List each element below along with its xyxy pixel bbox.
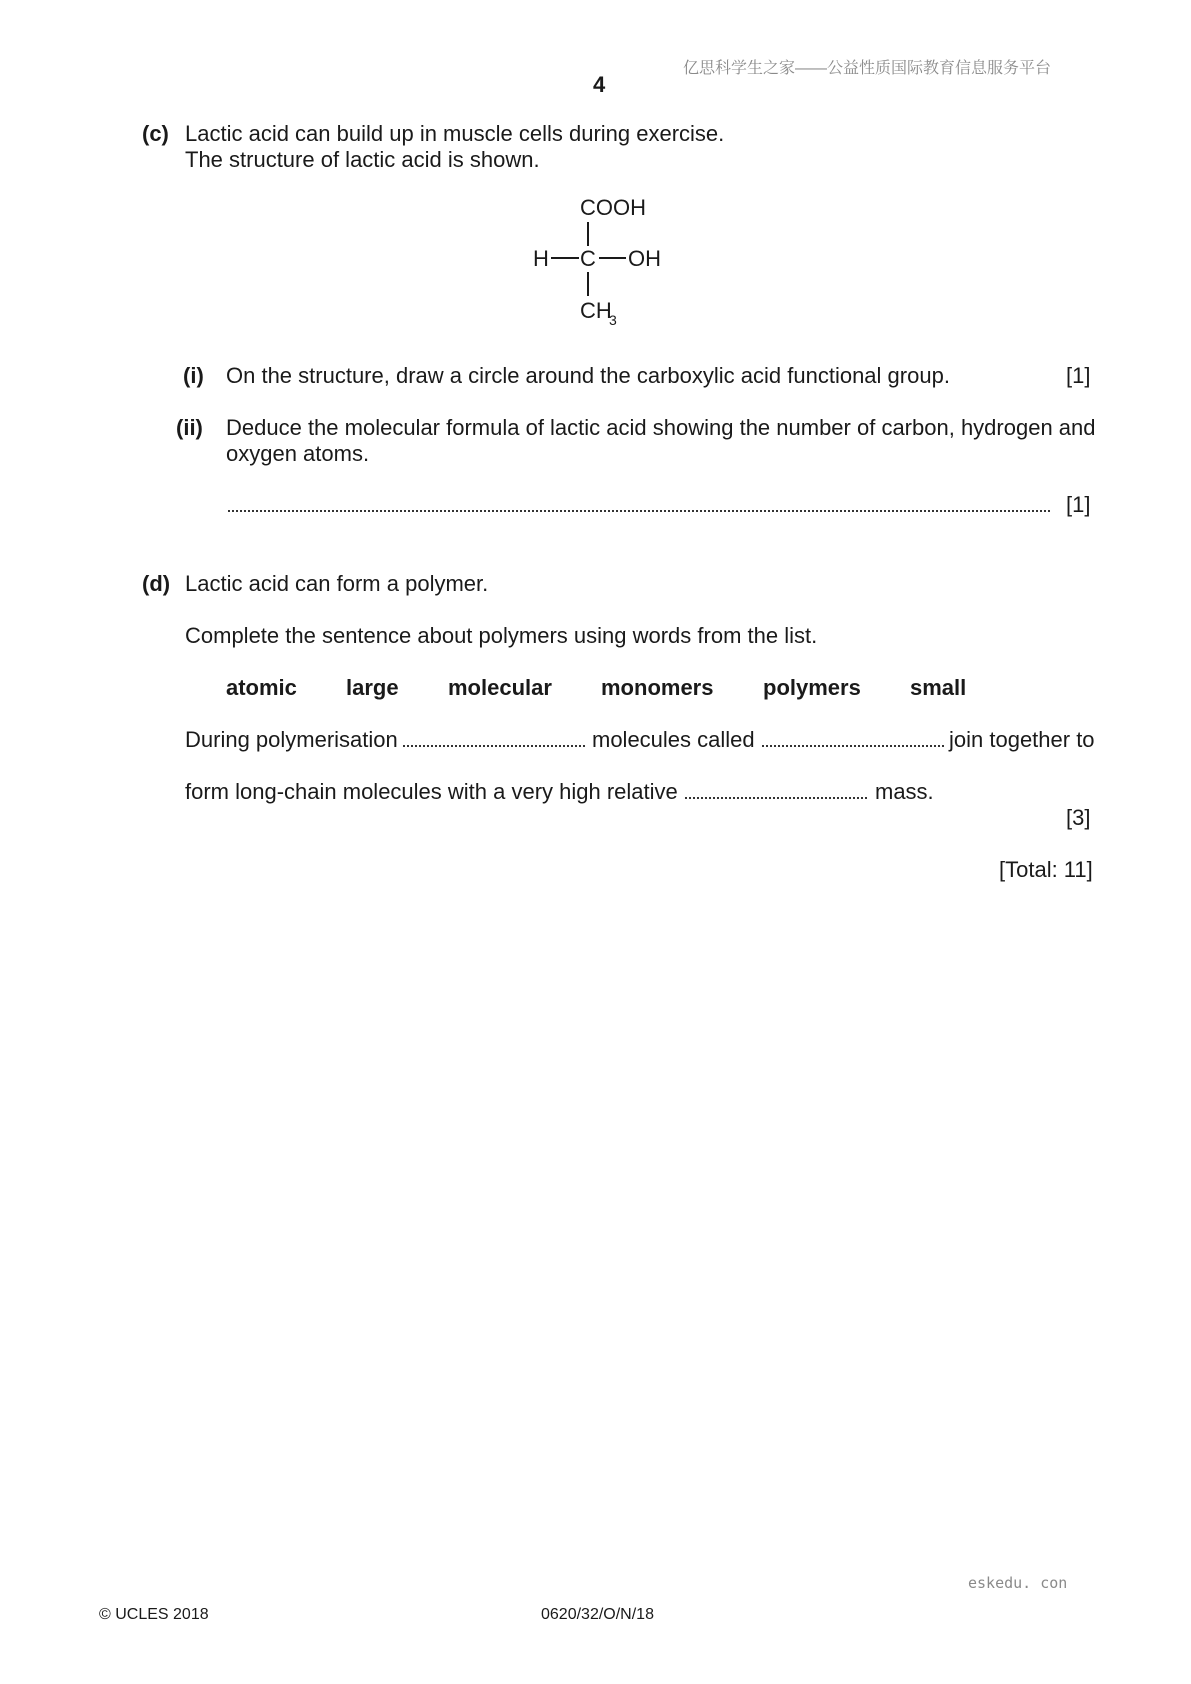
sub-i-label: (i) xyxy=(183,363,204,388)
word-list-item: polymers xyxy=(763,675,861,700)
blank-1[interactable] xyxy=(403,745,585,747)
structure-right-group: OH xyxy=(628,246,661,271)
structure-top-group: COOH xyxy=(580,195,646,220)
sentence-seg3: join together to xyxy=(949,727,1095,752)
sub-ii-text-line1: Deduce the molecular formula of lactic acid showing the number of carbon, hydrogen and xyxy=(226,415,1096,440)
sub-ii-label: (ii) xyxy=(176,415,203,440)
sentence-seg5: mass. xyxy=(875,779,934,804)
watermark-footer: eskedu. con xyxy=(968,1574,1068,1592)
part-c-line2: The structure of lactic acid is shown. xyxy=(185,147,540,172)
sub-i-marks: [1] xyxy=(1066,363,1091,388)
word-list-item: small xyxy=(910,675,967,700)
page-number: 4 xyxy=(593,72,606,97)
structure-center-atom: C xyxy=(580,246,596,271)
sentence-seg2: molecules called xyxy=(592,727,755,752)
part-d-marks: [3] xyxy=(1066,805,1091,830)
footer-paper-code: 0620/32/O/N/18 xyxy=(541,1606,654,1623)
sub-i-text: On the structure, draw a circle around the carboxylic acid functional group. xyxy=(226,363,950,388)
structure-bottom-subscript: 3 xyxy=(609,312,617,328)
blank-3[interactable] xyxy=(685,797,867,799)
total-marks: [Total: 11] xyxy=(999,857,1093,882)
sentence-seg4: form long-chain molecules with a very high relative xyxy=(185,779,678,804)
part-c-label: (c) xyxy=(142,121,169,146)
blank-2[interactable] xyxy=(762,745,944,747)
part-c-line1: Lactic acid can build up in muscle cells during exercise. xyxy=(185,121,725,146)
part-d-line1: Lactic acid can form a polymer. xyxy=(185,571,489,596)
sub-ii-text-line2: oxygen atoms. xyxy=(226,441,370,466)
sub-ii-marks: [1] xyxy=(1066,492,1091,517)
structure-bottom-group: CH xyxy=(580,298,612,323)
footer-copyright: © UCLES 2018 xyxy=(99,1606,209,1623)
part-d-label: (d) xyxy=(142,571,171,596)
watermark-header: 亿思科学生之家——公益性质国际教育信息服务平台 xyxy=(683,60,1052,77)
sentence-seg1: During polymerisation xyxy=(185,727,398,752)
lactic-acid-structure xyxy=(520,190,680,330)
structure-left-atom: H xyxy=(533,246,549,271)
word-list-item: molecular xyxy=(448,675,552,700)
word-list-item: large xyxy=(346,675,399,700)
answer-line-ii[interactable] xyxy=(228,510,1050,512)
part-d-instruction: Complete the sentence about polymers using words from the list. xyxy=(185,623,818,648)
word-list-item: monomers xyxy=(601,675,714,700)
word-list-item: atomic xyxy=(226,675,297,700)
